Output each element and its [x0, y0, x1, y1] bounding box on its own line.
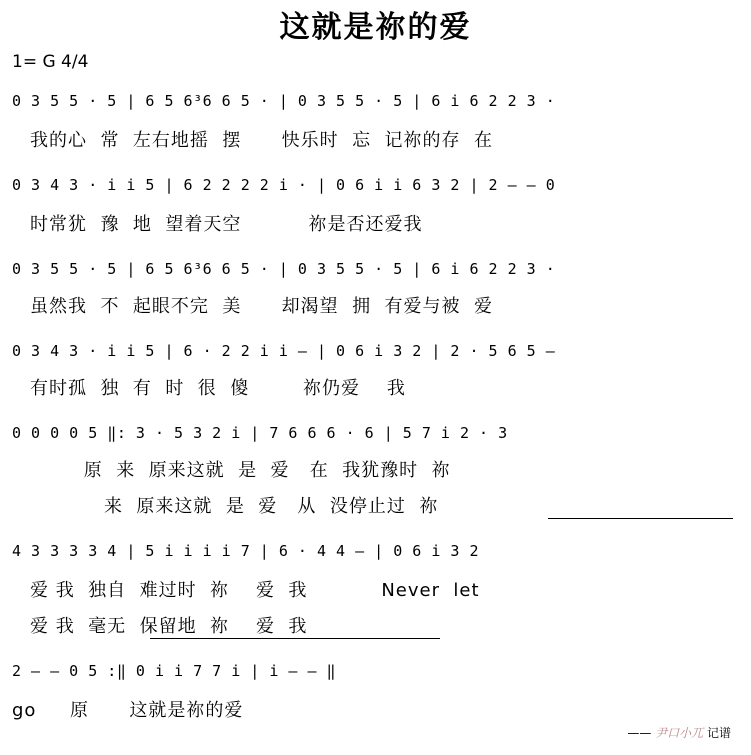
notation-line: 0 3 5 5 · 5 | 6 5 6³6 6 5 · | 0 3 5 5 · 5 | 6 i 6 2 2 3 ·: [12, 260, 556, 278]
transcriber-name: 尹口小兀: [655, 726, 704, 740]
notation-line: 0 3 5 5 · 5 | 6 5 6³6 6 5 · | 0 3 5 5 · 5 | 6 i 6 2 2 3 ·: [12, 92, 556, 110]
lyric-line: 爱 我 毫无 保留地 祢 爱 我: [30, 616, 308, 637]
lyric-line: go 原 这就是祢的爱: [12, 700, 244, 721]
credit-prefix: ——: [627, 726, 652, 740]
credit-suffix: 记谱: [706, 726, 731, 740]
lyric-line: 来 原来这就 是 爱 从 没停止过 祢: [30, 496, 439, 517]
lyric-line: 原 来 原来这就 是 爱 在 我犹豫时 祢: [30, 460, 451, 481]
song-title: 这就是祢的爱: [279, 10, 472, 45]
key-signature: 1= G 4/4: [12, 52, 89, 72]
volta-bracket-1: [548, 518, 733, 519]
lyric-line: 我的心 常 左右地摇 摆 快乐时 忘 记祢的存 在: [30, 130, 493, 151]
notation-line: 0 3 4 3 · i i 5 | 6 2 2 2 2 i · | 0 6 i i 6 3 2 | 2 – – 0: [12, 176, 556, 194]
notation-line: 0 0 0 0 5 ‖: 3 · 5 3 2 i | 7 6 6 6 · 6 | 5 7 i 2 · 3: [12, 424, 508, 442]
notation-line: 2 – – 0 5 :‖ 0 i i 7 7 i | i – – ‖: [12, 662, 337, 680]
notation-line: 0 3 4 3 · i i 5 | 6 · 2 2 i i – | 0 6 i 3 2 | 2 · 5 6 5 –: [12, 342, 556, 360]
transcriber-credit: [627, 724, 731, 741]
volta-bracket-2: [150, 638, 440, 639]
lyric-line: 爱 我 独自 难过时 祢 爱 我 Never let: [30, 580, 480, 601]
lyric-line: 有时孤 独 有 时 很 傻 祢仍爱 我: [30, 378, 406, 399]
notation-line: 4 3 3 3 3 4 | 5 i i i i 7 | 6 · 4 4 – | 0 6 i 3 2: [12, 542, 480, 560]
lyric-line: 虽然我 不 起眼不完 美 却渴望 拥 有爱与被 爱: [30, 296, 493, 317]
lyric-line: 时常犹 豫 地 望着天空 祢是否还爱我: [30, 214, 423, 235]
